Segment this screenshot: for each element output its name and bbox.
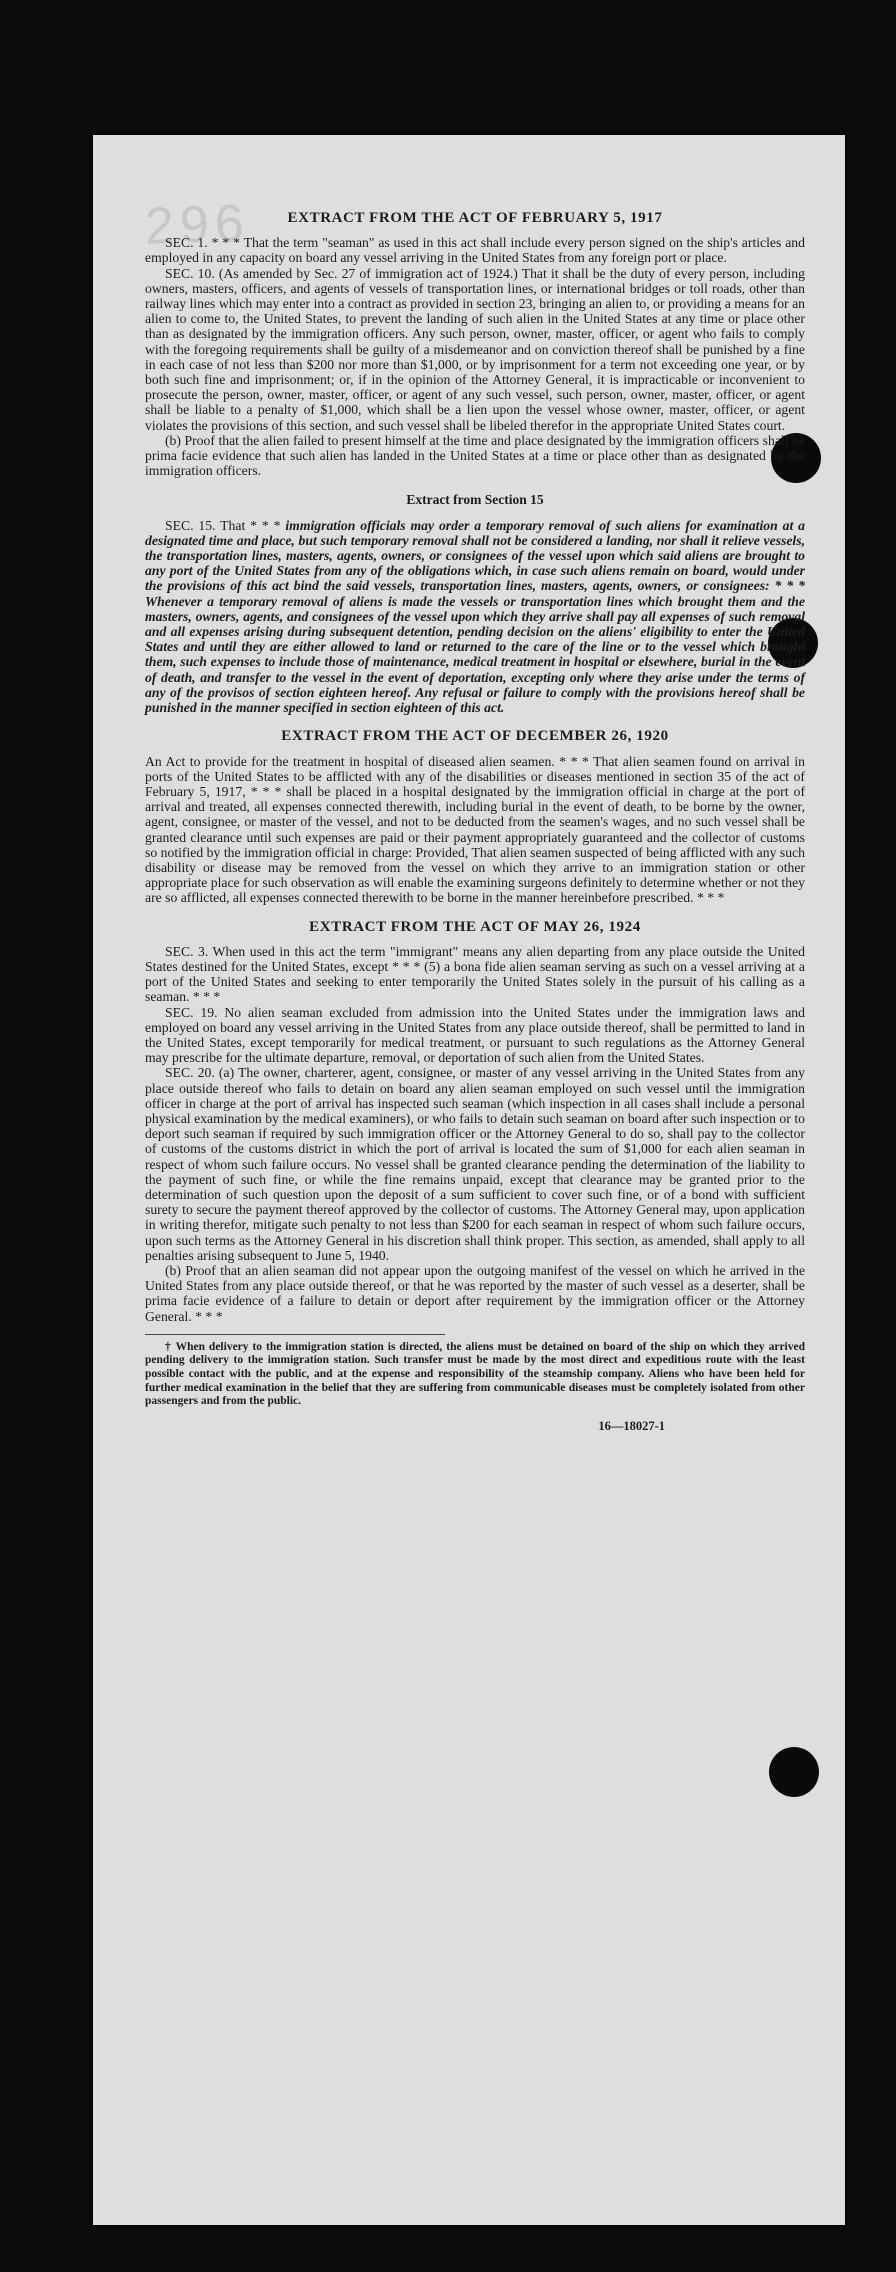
section-15-text [145, 518, 805, 716]
footnote-text: † When delivery to the immigration station is directed, the aliens must be detained on board of the ship on which they arrived pending delivery to the immigration station. Such transfer must be made by the most direct and expeditious route with the least possible contact with the public, and at the expense and responsibility of the steamship company. Aliens who have been held for further medical examination in the belief that they are suffering from communicable diseases must be completely isolated from other passengers and from the public. [145, 1340, 805, 1408]
section-10-text: SEC. 10. (As amended by Sec. 27 of immigration act of 1924.) That it shall be the duty of every person, including owners, masters, officers, and agents of vessels of transportation lines, or international bridges or toll roads, other than railway lines which may enter into a contract as provided in section 23, bringing an alien to, or providing a means for an alien to come to, the United States, to prevent the landing of such alien in the United States at any time or place other than as designated by the immigration officers. Any such person, owner, master, officer, or agent who fails to comply with the foregoing requirements shall be guilty of a misdemeanor and on conviction thereof shall be punished by a fine in each case of not less than $200 nor more than $1,000, or by imprisonment for a term not exceeding one year, or by both such fine and imprisonment; or, if in the opinion of the Attorney General, it is impracticable or inconvenient to prosecute the person, owner, master, officer, or agent of any such vessel, such person, owner, master, officer, or agent shall be liable to a penalty of $1,000, which shall be a lien upon the vessel whose owner, master, officer, or agent violates the provisions of this section, and such vessel shall be libeled therefor in the appropriate United States court. [145, 265, 805, 433]
document-page [93, 135, 845, 2225]
section-15-lead: SEC. 15. That * * * [165, 517, 281, 533]
section-20-text: SEC. 20. (a) The owner, charterer, agent, consignee, or master of any vessel arriving in the United States from any place outside thereof who fails to detain on board any alien seaman employed on such vessel until the immigration officer in charge at the port of arrival has inspected such seaman (which inspection in all cases shall include a personal physical examination by the medical examiners), or who fails to detain such seaman on board after such inspection or to deport such seaman if required by such immigration officer or the Attorney General to do so, shall pay to the collector of customs of the customs district in which the port of arrival is located the sum of $1,000 for each alien seaman in respect of whom such failure occurs. No vessel shall be granted clearance pending the determination of the liability to the payment of such fine, or while the fine remains unpaid, except that clearance may be granted prior to the determination of such question upon the deposit of a sum sufficient to cover such fine, or of a bond with sufficient surety to secure the payment thereof approved by the collector of customs. The Attorney General may, upon application in writing therefor, mitigate such penalty to not less than $200 for each seaman in respect of whom such failure occurs, upon such terms as the Attorney General in his discretion shall think proper. This section, as amended, shall apply to all penalties arising subsequent to June 5, 1940. [145, 1065, 805, 1263]
footnote-divider [145, 1334, 445, 1335]
act-1920-text: An Act to provide for the treatment in hospital of diseased alien seamen. * * * That alien seamen found on arrival in ports of the United States to be afflicted with any of the disabilities or diseases mentioned in section 35 of the act of February 5, 1917, * * * shall be placed in a hospital designated by the immigration official in charge at the port of arrival and treated, all expenses connected therewith, including burial in the event of death, to be borne by the owner, agent, consignee, or master of the vessel, and not to be deducted from the seamen's wages, and no such vessel shall be granted clearance until such expenses are paid or their payment appropriately guaranteed and the collector of customs so notified by the immigration official in charge: Provided, That alien seamen suspected of being afflicted with any such disability or disease may be removed from the vessel on which they arrive to an immigration station or other appropriate place for such observation as will enable the examining surgeons definitely to determine whether or not they are so afflicted, all expenses connected therewith to be borne in the manner hereinbefore prescribed. * * * [145, 753, 805, 906]
subheading-section-15: Extract from Section 15 [406, 492, 544, 508]
section-10b-text: (b) Proof that the alien failed to present himself at the time and place designated by the immigration officers shall be prima facie evidence that such alien has landed in the United States at a time or place other than as designated by the immigration officers. [145, 432, 805, 479]
heading-act-1920: EXTRACT FROM THE ACT OF DECEMBER 26, 1920 [281, 728, 669, 745]
heading-act-1924: EXTRACT FROM THE ACT OF MAY 26, 1924 [309, 918, 641, 935]
form-code: 16—18027-1 [598, 1418, 665, 1433]
section-19-text: SEC. 19. No alien seaman excluded from admission into the United States under the immigration laws and employed on board any vessel arriving in the United States from any place outside thereof, shall be permitted to land in the United States, except temporarily for medical treatment, or pursuant to such regulations as the Attorney General may prescribe for the ultimate departure, removal, or deportation of such alien from the United States. [145, 1004, 805, 1066]
heading-act-1917: EXTRACT FROM THE ACT OF FEBRUARY 5, 1917 [287, 210, 663, 226]
section-3-text: SEC. 3. When used in this act the term "immigrant" means any alien departing from any place outside the United States destined for the United States, except * * * (5) a bona fide alien seaman serving as such on a vessel arriving at a port of the United States and seeking to enter temporarily the United States solely in the pursuit of his calling as a seaman. * * * [145, 943, 805, 1005]
punch-hole-bottom [769, 1747, 819, 1797]
section-1-text: SEC. 1. * * * That the term "seaman" as used in this act shall include every person signed on the ship's articles and employed in any capacity on board any vessel arriving in the United States from any foreign port or place. [145, 235, 805, 266]
document-body [145, 211, 805, 1434]
section-20b-text: (b) Proof that an alien seaman did not appear upon the outgoing manifest of the vessel on which he arrived in the United States from any place outside thereof, or that he was reported by the master of such vessel as a deserter, shall be prima facie evidence of a failure to detain or deport after requirement by the immigration officer or the Attorney General. * * * [145, 1263, 805, 1324]
handwritten-stamp-number: 296 [144, 194, 251, 256]
section-15-italic: immigration officials may order a temporary removal of such aliens for examination at a designated time and place, but such temporary removal shall not be considered a landing, nor shall it relieve vessels, the transportation lines, masters, agents, owners, or consignees of the vessel upon which said aliens are brought to any port of the United States from any of the obligations which, in case such aliens remain on board, would under the provisions of this act bind the said vessels, transportation lines, masters, agents, owners, or consignees: * * * Whenever a temporary removal of aliens is made the vessels or transportation lines which brought them and the masters, owners, agents, and consignees of the vessel upon which they arrive shall pay all expenses of such removal and all expenses arising during subsequent detention, pending decision on the aliens' eligibility to enter the United States and until they are either allowed to land or returned to the care of the line or to the vessel which brought them, such expenses to include those of maintenance, medical treatment in hospital or elsewhere, burial in the event of death, and transfer to the vessel in the event of deportation, excepting only where they arise under the terms of any of the provisos of section eighteen hereof. Any refusal or failure to comply with the provisions hereof shall be punished in the manner specified in section eighteen of this act. [145, 517, 805, 716]
